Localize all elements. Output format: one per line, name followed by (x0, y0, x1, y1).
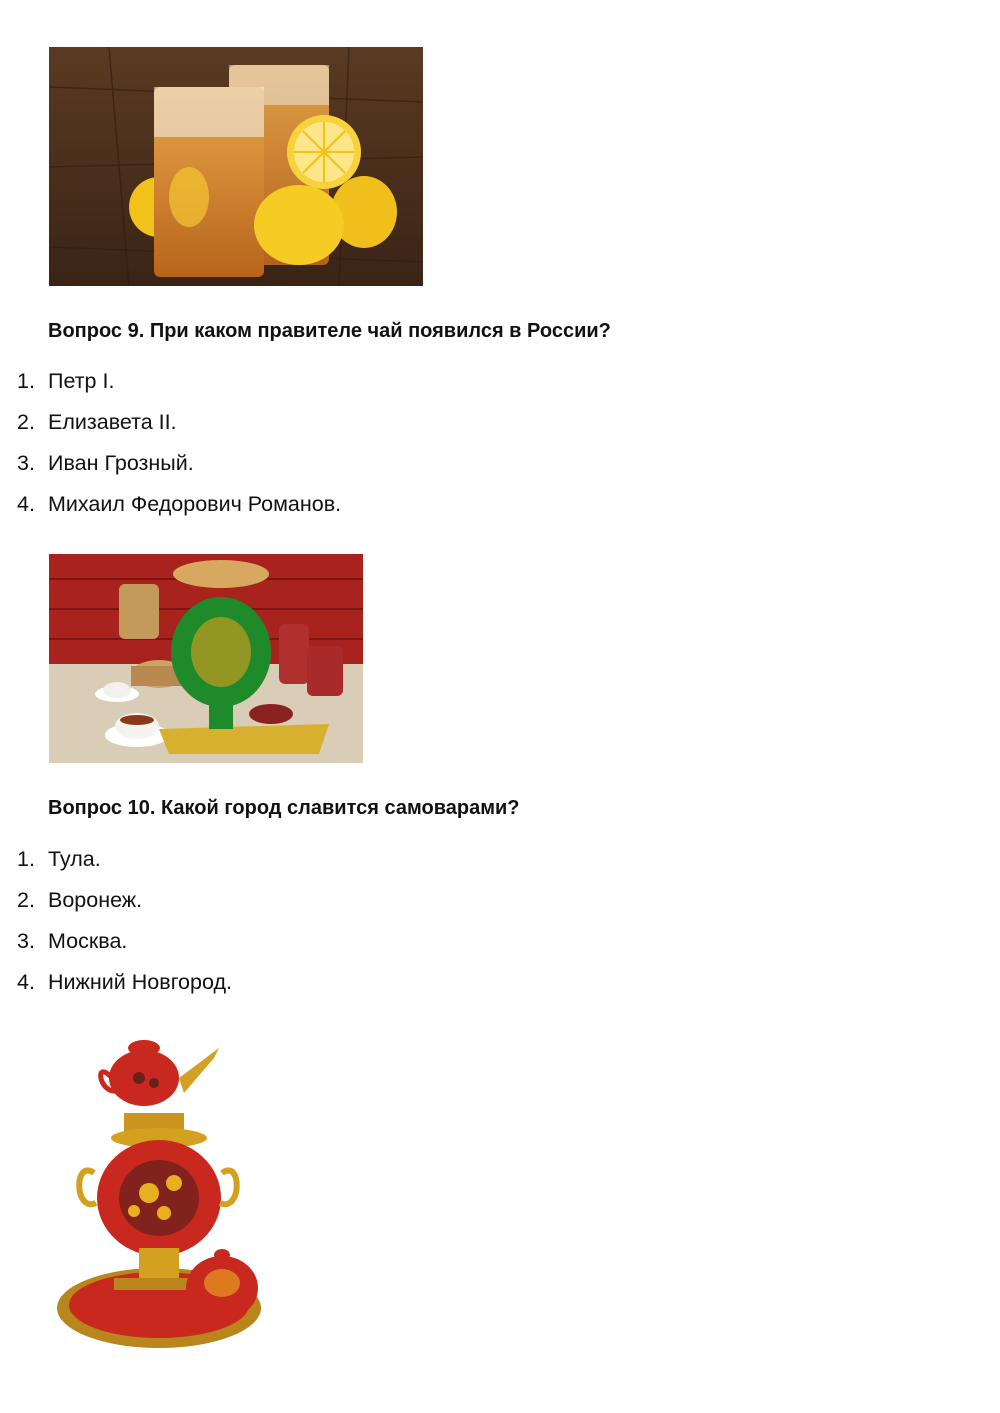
answer-number: 3. (17, 451, 35, 475)
answer-text: Москва. (48, 929, 128, 953)
answer-text: Петр I. (48, 369, 115, 393)
answer-text: Михаил Федорович Романов. (48, 492, 342, 516)
answer-text: Тула. (48, 847, 101, 871)
answer-text: Нижний Новгород. (48, 970, 232, 994)
answer-number: 1. (17, 369, 35, 393)
answer-text: Воронеж. (48, 888, 143, 912)
answer-text: Елизавета II. (48, 410, 177, 434)
answer-number: 4. (17, 970, 35, 994)
question-10-title: Вопрос 10. Какой город славится самоварами? (48, 797, 520, 819)
iced-tea-image (49, 47, 423, 286)
samovar-table-image (49, 554, 363, 763)
answer-text: Иван Грозный. (48, 451, 194, 475)
question-9-title: Вопрос 9. При каком правителе чай появился в России? (48, 320, 611, 342)
answer-number: 1. (17, 847, 35, 871)
samovar-image (54, 1033, 278, 1363)
answer-number: 2. (17, 888, 35, 912)
answer-number: 4. (17, 492, 35, 516)
answer-number: 2. (17, 410, 35, 434)
answer-number: 3. (17, 929, 35, 953)
